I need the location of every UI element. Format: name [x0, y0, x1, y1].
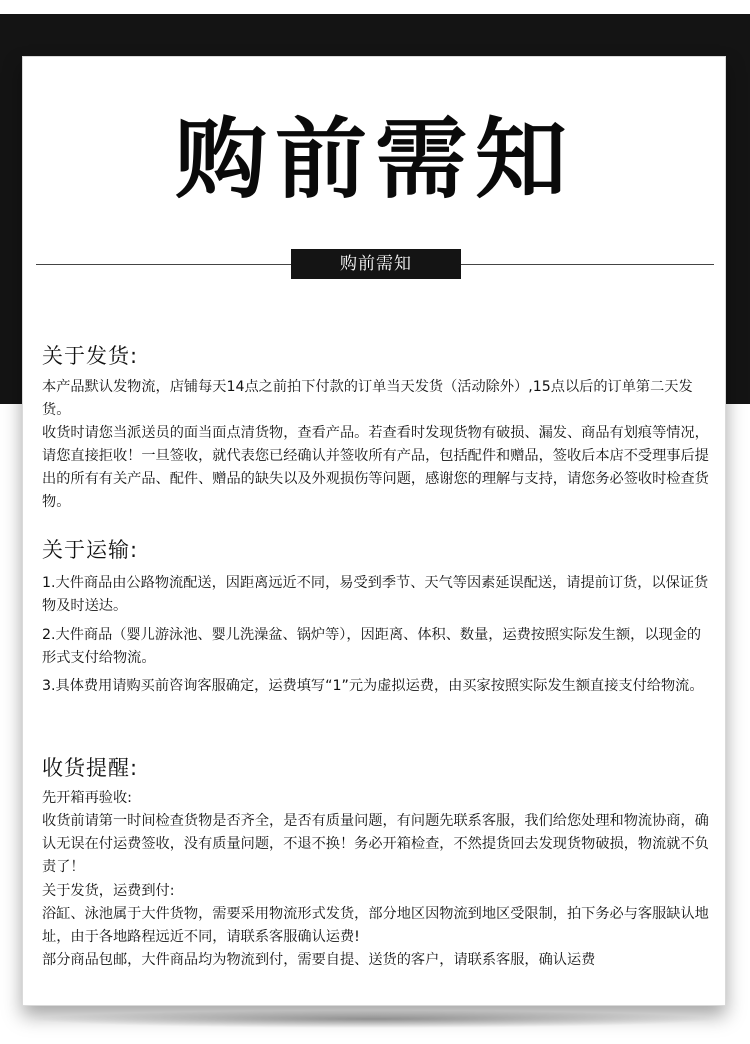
card-bottom-shadow: [28, 1010, 720, 1028]
receipt-paragraph-2: 关于发货，运费到付: 浴缸、泳池属于大件货物，需要采用物流形式发货，部分地区因物流到地区受限制，拍下务必与客服缺认地址，由于各地路程远近不同，请联系客服确认运费! 部分商品包邮，大件商品均为物流到付，需要自提、送货的客户，请联系客服，确认运费: [42, 883, 709, 968]
transport-paragraph-1: 1.大件商品由公路物流配送，因距离远近不同，易受到季节、天气等因素延误配送，请提前订货，以保证货物及时送达。: [42, 575, 709, 614]
section-title-shipping: 关于发货:: [42, 344, 139, 368]
transport-paragraph-2: 2.大件商品（婴儿游泳池、婴儿洗澡盆、锅炉等），因距离、体积、数量，运费按照实际发生额，以现金的形式支付给物流。: [42, 627, 702, 666]
shipping-paragraph-1: 本产品默认发物流，店铺每天14点之前拍下付款的订单当天发货（活动除外）,15点以后的订单第二天发货。: [42, 379, 693, 418]
receipt-paragraph-1: 先开箱再验收: 收货前请第一时间检查货物是否齐全，是否有质量问题，有问题先联系客服，我们给您处理和物流协商，确认无误在付运费签收，没有质量问题，不退不换！务必开箱检查，不然提货回去发现货物破损，物流就不负责了！: [42, 790, 709, 875]
shipping-paragraph-2: 收货时请您当派送员的面当面点清货物，查看产品。若查看时发现货物有破损、漏发、商品有划痕等情况，请您直接拒收！一旦签收，就代表您已经确认并签收所有产品，包括配件和赠品，签收后本店不受理事后提出的所有有关产品、配件、赠品的缺失以及外观损伤等问题，感谢您的理解与支持，请您务必签收时检查货物。: [42, 425, 709, 510]
transport-paragraph-3: 3.具体费用请购买前咨询客服确定，运费填写“1”元为虚拟运费，由买家按照实际发生额直接支付给物流。: [42, 678, 704, 694]
banner-label: 购前需知: [291, 249, 461, 279]
page-title: 购前需知: [174, 108, 575, 211]
section-title-receipt: 收货提醒:: [42, 756, 139, 780]
top-white-strip: [0, 0, 750, 14]
section-title-transport: 关于运输:: [42, 538, 139, 562]
